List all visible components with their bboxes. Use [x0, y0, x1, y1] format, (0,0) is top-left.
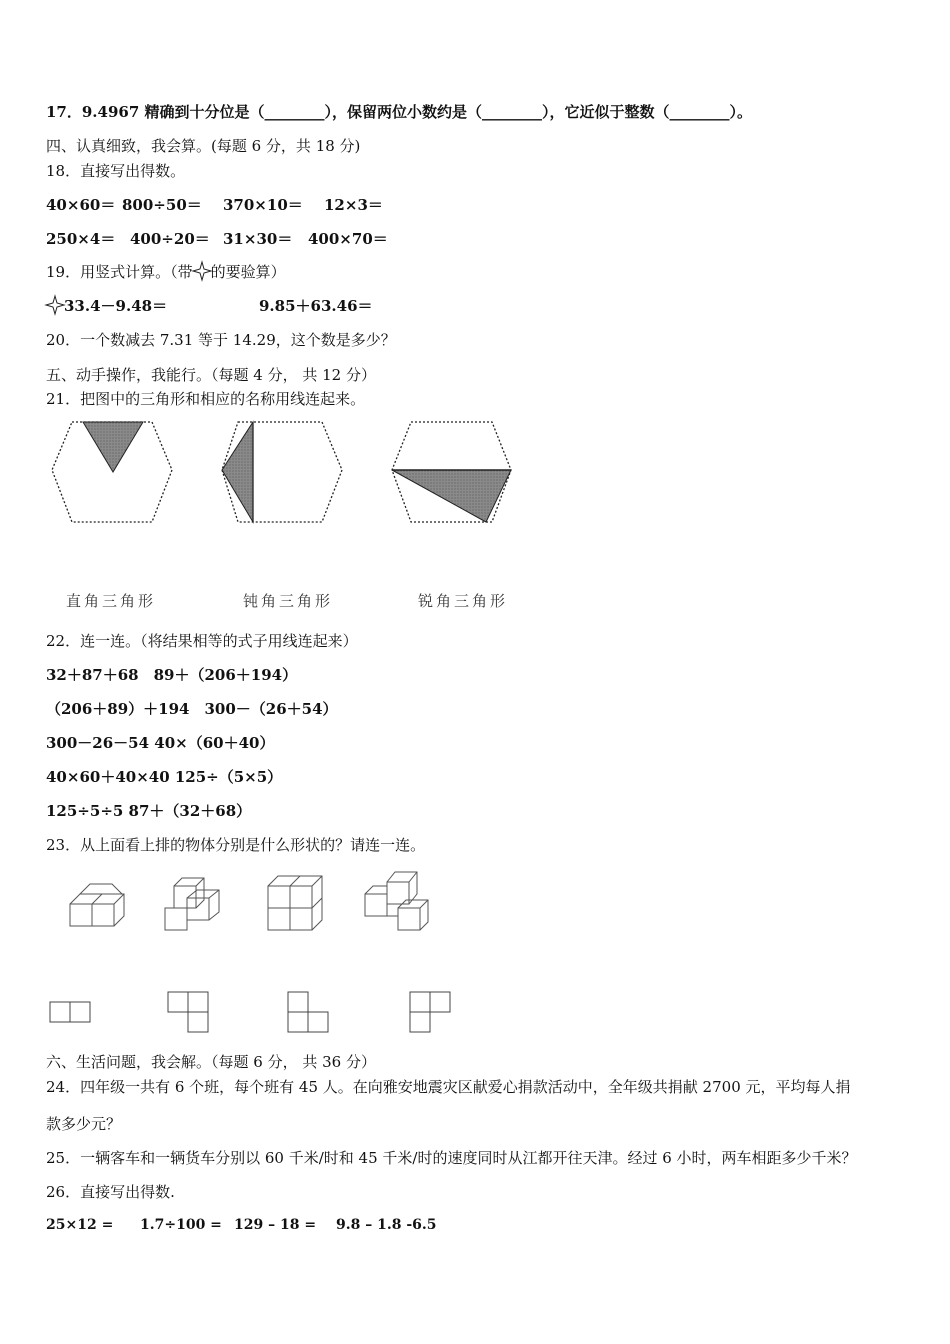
hexagon-3 [392, 422, 511, 522]
q19-expr-2: 9.85＋63.46＝ [259, 297, 373, 315]
q22-row: （206＋89）＋194 300－（26＋54） [46, 700, 338, 718]
q18-expr: 400×70＝ [308, 230, 388, 248]
question-24-line-2: 款多少元？ [46, 1115, 122, 1133]
q19-title-b: 的要验算） [210, 263, 286, 281]
top-view-1 [50, 1002, 90, 1022]
q26-expr: 129 – 18 = [234, 1217, 317, 1233]
question-19-title [46, 262, 286, 282]
q22-row: 125÷5÷5 87＋（32＋68） [46, 802, 252, 820]
four-point-star-icon [46, 296, 64, 314]
cube-object-1 [70, 884, 124, 926]
q18-expr: 400÷20＝ [130, 230, 210, 248]
cube-object-3 [268, 876, 322, 930]
q26-expr: 9.8 – 1.8 -6.5 [336, 1217, 437, 1233]
cube-object-4 [365, 872, 428, 930]
question-22-title: 22．连一连。（将结果相等的式子用线连起来） [46, 632, 358, 650]
q19-expr-1: 33.4－9.48＝ [64, 297, 168, 315]
question-23-title: 23．从上面看上排的物体分别是什么形状的？请连一连。 [46, 836, 426, 854]
four-point-star-icon [193, 262, 211, 280]
hexagon-figures [40, 410, 540, 540]
hexagon-1 [52, 422, 172, 522]
q22-row: 32＋87＋68 89＋（206＋194） [46, 666, 298, 684]
question-25: 25．一辆客车和一辆货车分别以 60 千米/时和 45 千米/时的速度同时从江都开往天津。经过 6 小时，两车相距多少千米？ [46, 1149, 857, 1167]
q22-row: 40×60＋40×40 125÷（5×5） [46, 768, 283, 786]
cube-object-2 [165, 878, 219, 930]
top-view-2 [168, 992, 208, 1032]
q18-expr: 370×10＝ [223, 196, 303, 214]
hexagon-2 [222, 422, 342, 522]
q18-expr: 31×30＝ [223, 230, 293, 248]
q18-row-1 [46, 195, 383, 215]
question-21-title: 21．把图中的三角形和相应的名称用线连起来。 [46, 390, 366, 408]
question-20: 20．一个数减去 7.31 等于 14.29，这个数是多少？ [46, 331, 396, 349]
section-6-title: 六、生活问题，我会解。（每题 6 分， 共 36 分） [46, 1053, 376, 1071]
q18-expr: 800÷50＝ [122, 196, 202, 214]
cube-figures [40, 860, 460, 1040]
q19-title-a: 19．用竖式计算。（带 [46, 263, 193, 281]
top-view-4 [410, 992, 450, 1032]
q26-row [46, 1215, 437, 1235]
question-18-title: 18．直接写出得数。 [46, 162, 186, 180]
question-26-title: 26．直接写出得数. [46, 1183, 175, 1201]
label-acute-triangle: 锐角三角形 [418, 592, 509, 610]
q26-expr: 25×12 = [46, 1217, 114, 1233]
question-24-line-1: 24．四年级一共有 6 个班，每个班有 45 人。在向雅安地震灾区献爱心捐款活动中，全年级共捐献 2700 元，平均每人捐 [46, 1078, 851, 1096]
q19-expressions [46, 296, 373, 316]
q18-expr: 40×60＝ [46, 196, 116, 214]
q18-row-2 [46, 229, 388, 249]
q18-expr: 250×4＝ [46, 230, 116, 248]
q18-expr: 12×3＝ [324, 196, 383, 214]
section-4-title: 四、认真细致，我会算。(每题 6 分，共 18 分) [46, 137, 361, 155]
top-view-3 [288, 992, 328, 1032]
q22-row: 300－26－54 40×（60＋40） [46, 734, 275, 752]
label-obtuse-triangle: 钝角三角形 [243, 592, 334, 610]
q26-expr: 1.7÷100 = [140, 1217, 222, 1233]
question-17: 17．9.4967 精确到十分位是（________），保留两位小数约是（________），它近似于整数（________）。 [46, 103, 753, 121]
label-right-triangle: 直角三角形 [66, 592, 157, 610]
section-5-title: 五、动手操作，我能行。（每题 4 分， 共 12 分） [46, 366, 376, 384]
